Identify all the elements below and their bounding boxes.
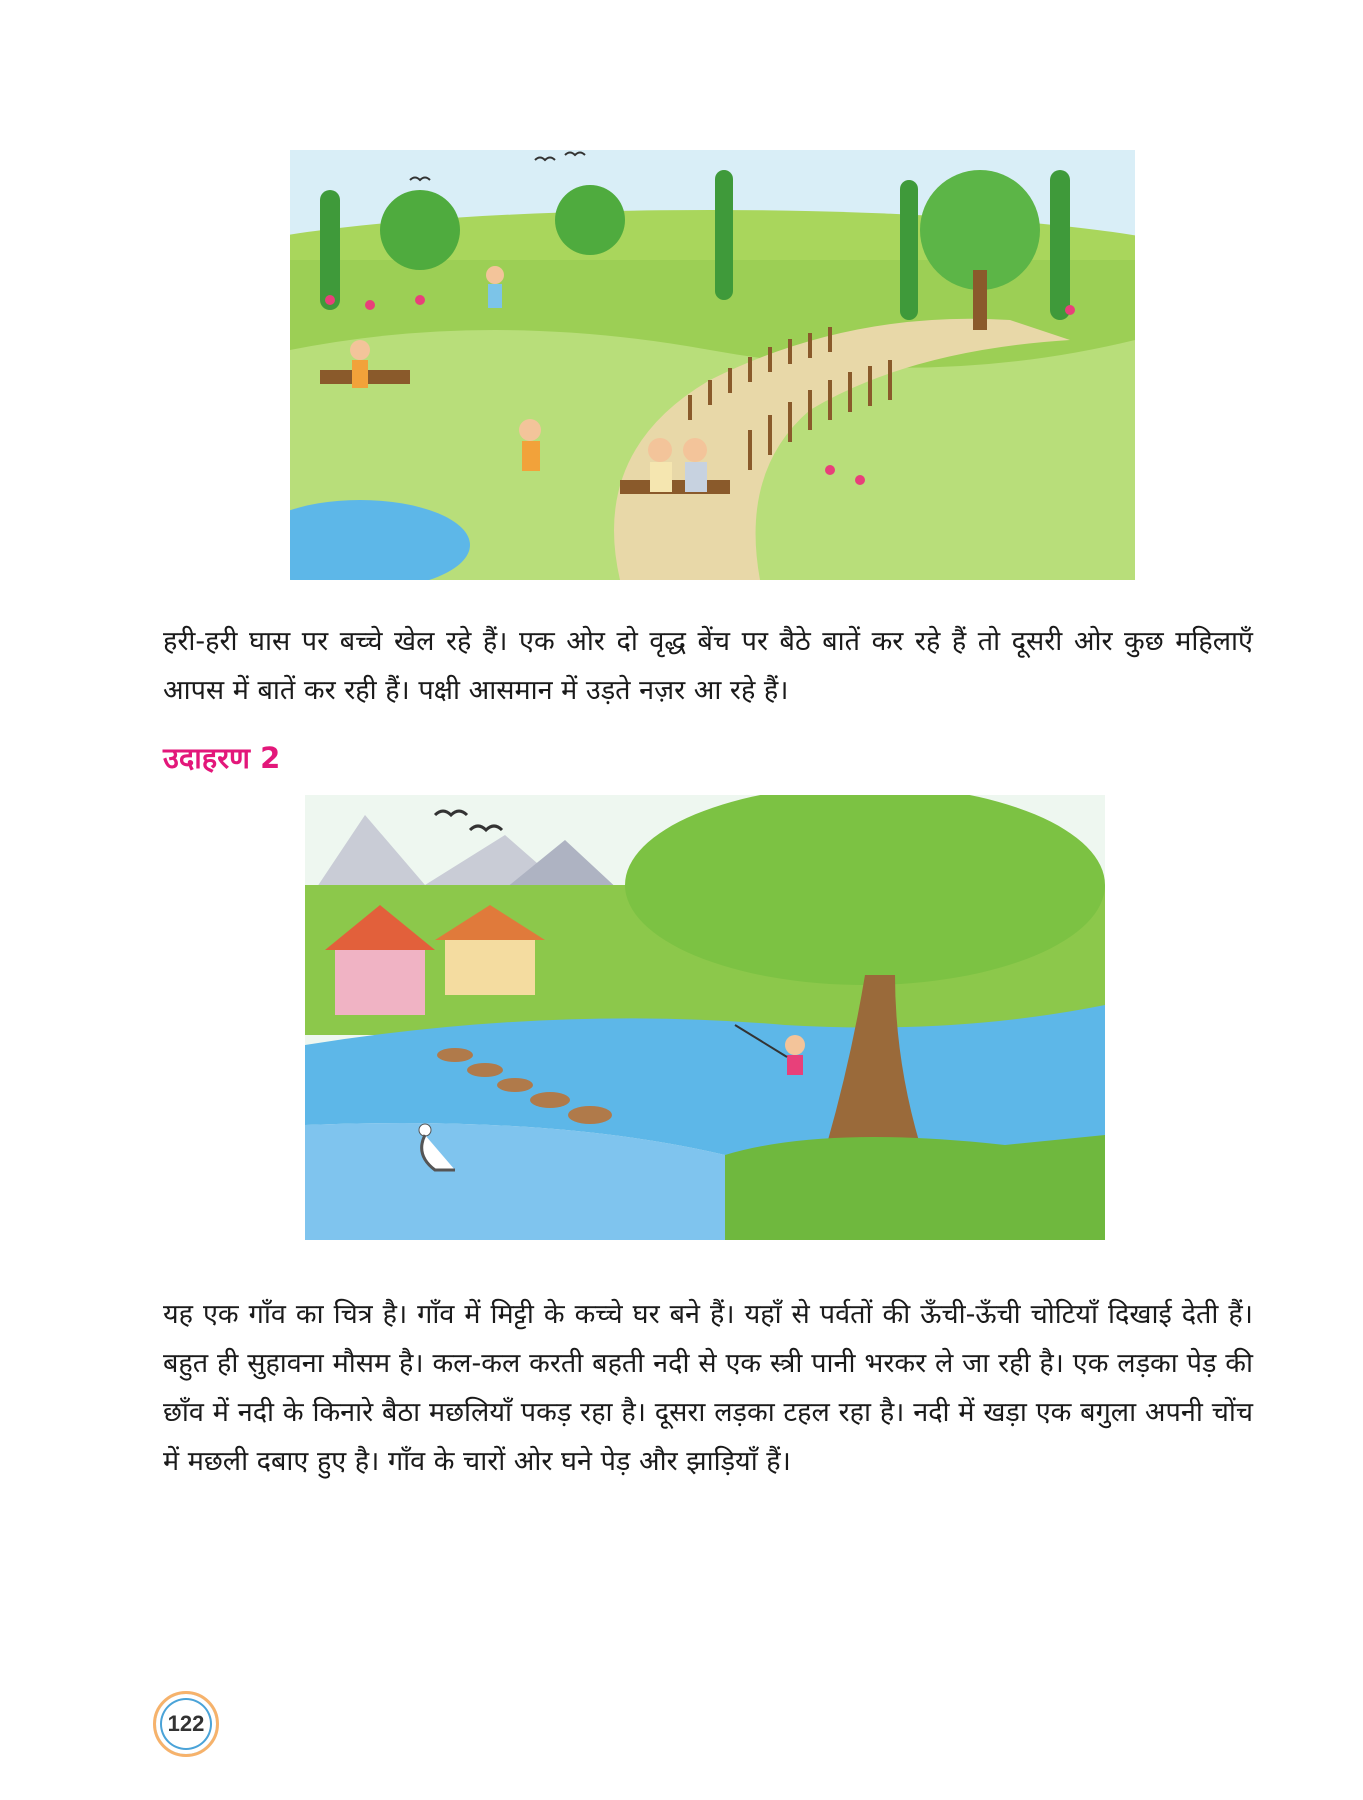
park-description: हरी-हरी घास पर बच्चे खेल रहे हैं। एक ओर दो वृद्ध बेंच पर बैठे बातें कर रहे हैं तो दूसरी ओर कुछ महिलाएँ आपस में बातें कर रही हैं। पक्षी आसमान में उड़ते नज़र आ रहे हैं। xyxy=(163,626,1253,706)
village-illustration xyxy=(305,795,1105,1240)
village-description: यह एक गाँव का चित्र है। गाँव में मिट्टी के कच्चे घर बने हैं। यहाँ से पर्वतों की ऊँची-ऊँची चोटियाँ दिखाई देती हैं। बहुत ही सुहावना मौसम है। कल-कल करती बहती नदी से एक स्त्री पानी भरकर ले जा रही है। एक लड़का पेड़ की छाँव में नदी के किनारे बैठा मछलियाँ पकड़ रहा है। दूसरा लड़का टहल रहा है। नदी में खड़ा एक बगुला अपनी चोंच में मछली दबाए हुए है। गाँव के चारों ओर घने पेड़ और झाड़ियाँ हैं। xyxy=(163,1299,1253,1477)
example-heading: उदाहरण 2 xyxy=(163,741,281,775)
park-illustration xyxy=(290,150,1135,580)
page-number: 122 xyxy=(153,1691,219,1757)
